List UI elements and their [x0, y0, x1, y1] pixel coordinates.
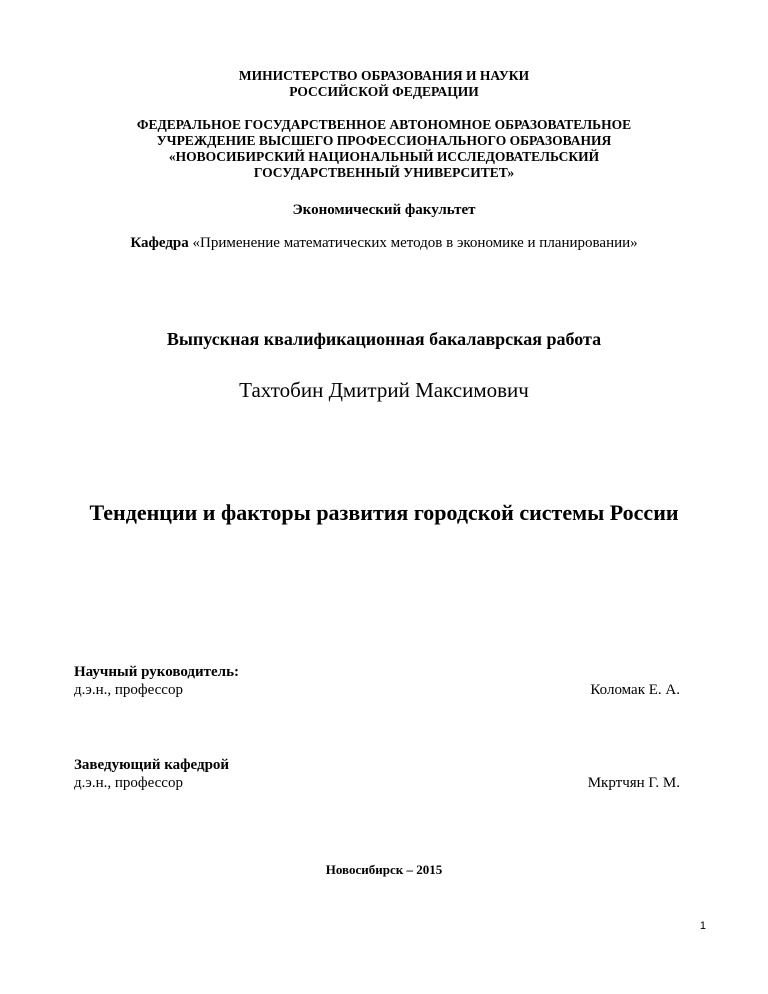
department-name: «Применение математических методов в экономике и планировании»	[192, 235, 638, 251]
supervisor-name: Коломак Е. А.	[590, 682, 680, 698]
supervisor-label: Научный руководитель:	[74, 664, 239, 680]
head-name: Мкртчян Г. М.	[587, 775, 680, 791]
department-label: Кафедра	[130, 235, 189, 251]
author-name: Тахтобин Дмитрий Максимович	[239, 378, 529, 402]
head-label: Заведующий кафедрой	[74, 757, 230, 773]
institution-line-1: ФЕДЕРАЛЬНОЕ ГОСУДАРСТВЕННОЕ АВТОНОМНОЕ ОБРАЗОВАТЕЛЬНОЕ	[136, 117, 632, 132]
institution-line-4: ГОСУДАРСТВЕННЫЙ УНИВЕРСИТЕТ»	[253, 165, 515, 180]
ministry-line-1: МИНИСТЕРСТВО ОБРАЗОВАНИЯ И НАУКИ	[238, 68, 530, 83]
supervisor-title: д.э.н., профессор	[74, 682, 183, 698]
ministry-line-2: РОССИЙСКОЙ ФЕДЕРАЦИИ	[289, 84, 479, 99]
city-year: Новосибирск – 2015	[325, 862, 443, 877]
institution-line-2: УЧРЕЖДЕНИЕ ВЫСШЕГО ПРОФЕССИОНАЛЬНОГО ОБРАЗОВАНИЯ	[156, 133, 612, 148]
head-title: д.э.н., профессор	[74, 775, 183, 791]
work-type: Выпускная квалификационная бакалаврская работа	[166, 329, 602, 349]
thesis-topic: Тенденции и факторы развития городской системы России	[89, 500, 679, 525]
page-number: 1	[699, 920, 706, 932]
department-line	[0, 235, 768, 252]
institution-line-3: «НОВОСИБИРСКИЙ НАЦИОНАЛЬНЫЙ ИССЛЕДОВАТЕЛЬСКИЙ	[168, 149, 600, 164]
faculty-name: Экономический факультет	[292, 202, 476, 218]
